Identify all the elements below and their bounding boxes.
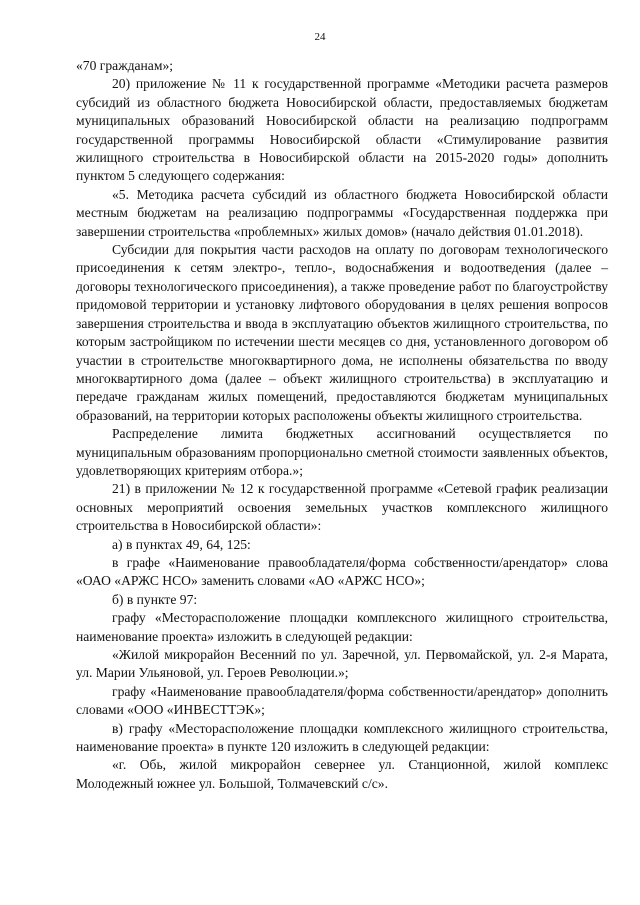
paragraph: «70 гражданам»; xyxy=(76,58,174,73)
paragraph: б) в пункте 97: xyxy=(112,591,198,607)
paragraph: в) графу «Месторасположение площадки комплексного жилищного строительства, наименование проекта» в пункте 120 изложить в следующей редакции: xyxy=(76,720,608,755)
document-body xyxy=(76,57,608,793)
paragraph: а) в пунктах 49, 64, 125: xyxy=(112,536,251,552)
paragraph: «г. Обь, жилой микрорайон севернее ул. Станционной, жилой комплекс Молодежный южнее ул. Большой, Толмачевский с/с». xyxy=(76,757,608,791)
paragraph: в графе «Наименование правообладателя/форма собственности/арендатор» слова «ОАО «АРЖС НСО» заменить словами «АО «АРЖС НСО»; xyxy=(76,554,608,589)
page-number: 24 xyxy=(314,31,326,43)
paragraph: графу «Наименование правообладателя/форма собственности/арендатор» дополнить словами «ООО «ИНВЕСТТЭК»; xyxy=(76,683,608,718)
paragraph: графу «Месторасположение площадки комплексного жилищного строительства, наименование проекта» изложить в следующей редакции: xyxy=(76,610,608,644)
paragraph: «5. Методика расчета субсидий из областного бюджета Новосибирской области местным бюджетам на реализацию подпрограммы «Государственная поддержка при завершении строительства «проблемных» жилых домов» (начало действия 01.01.2018). xyxy=(76,186,608,239)
paragraph: Распределение лимита бюджетных ассигнований осуществляется по муниципальным образованиям пропорционально сметной стоимости заявленных объектов, удовлетворяющих критериям отбора.»; xyxy=(76,426,608,478)
paragraph: 21) в приложении № 12 к государственной программе «Сетевой график реализации основных мероприятий освоения земельных участков комплексного жилищного строительства в Новосибирской области»: xyxy=(76,481,608,534)
paragraph: 20) приложение № 11 к государственной программе «Методики расчета размеров субсидий из областного бюджета Новосибирской области, предоставляемых бюджетам муниципальных образований Новосибирской области на реализацию подпрограмм государственной программы Новосибирской области «Стимулирование развития жилищного строительства в Новосибирской области на 2015-2020 годы» дополнить пунктом 5 следующего содержания: xyxy=(76,76,608,184)
paragraph: «Жилой микрорайон Весенний по ул. Заречной, ул. Первомайской, ул. 2-я Марата, ул. Марии Ульяновой, ул. Героев Революции.»; xyxy=(76,647,608,681)
paragraph: Субсидии для покрытия части расходов на оплату по договорам технологического присоединения к сетям электро-, тепло-, водоснабжения и водоотведения (далее – договоры технологического присоединения), а также проведение работ по благоустройству придомовой территории и установку лифтового оборудования в целях решения вопросов завершения строительства и ввода в эксплуатацию объектов жилищного строительства, по которым застройщиком по истечении шести месяцев со дня, установленного договором об участии в строительстве многоквартирного дома, не исполнены обязательства по вводу многоквартирного дома (далее – объект жилищного строительства) в эксплуатацию и передаче гражданам жилых помещений, предоставляются бюджетам муниципальных образований, на территории которых расположены объекты жилищного строительства. xyxy=(76,242,608,423)
